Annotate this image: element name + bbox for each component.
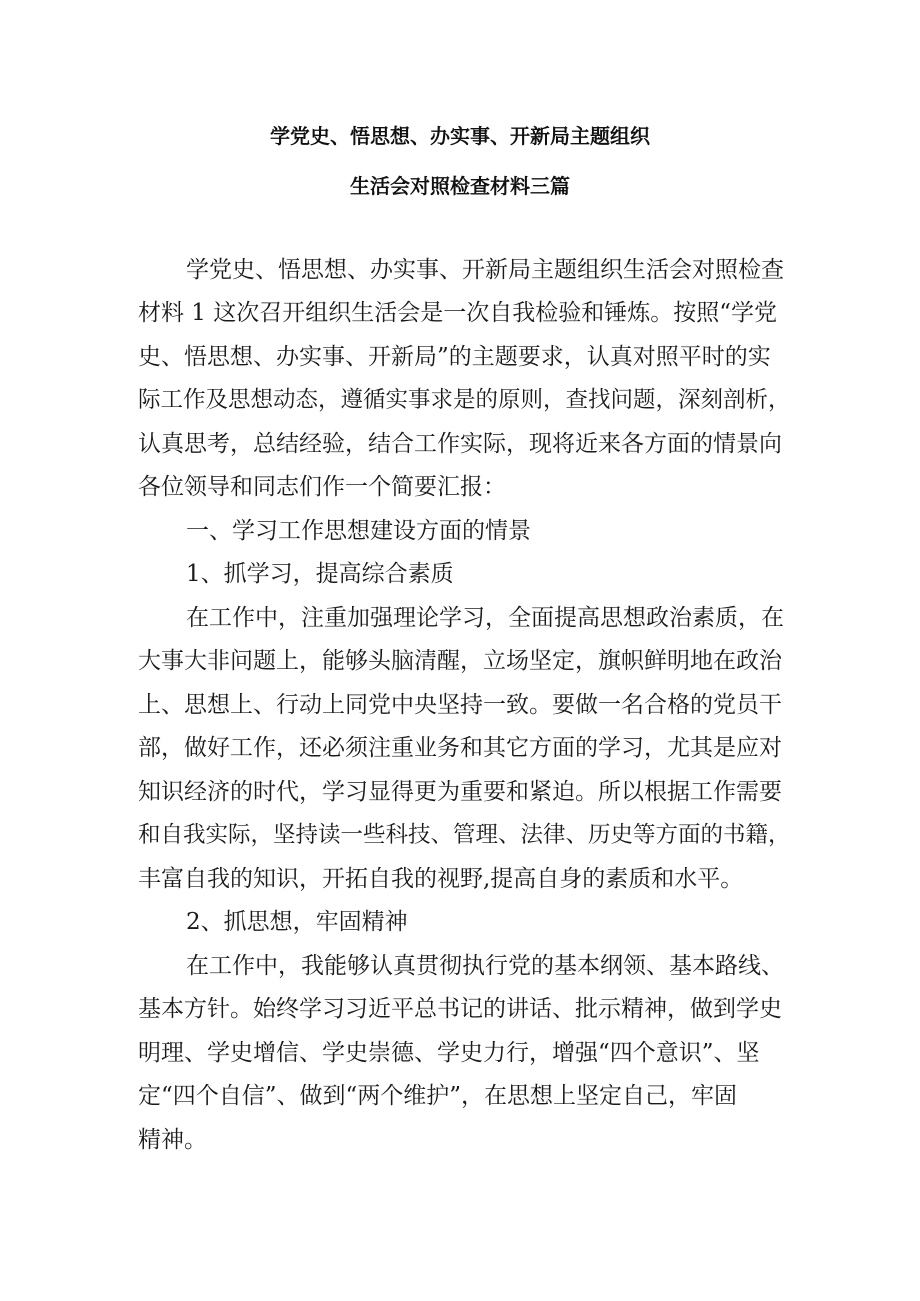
paragraph-line: 和自我实际，坚持读一些科技、管理、法律、历史等方面的书籍， <box>138 822 791 848</box>
paragraph-line: 丰富自我的知识，开拓自我的视野,提高自身的素质和水平。 <box>138 866 744 892</box>
paragraph-line: 史、悟思想、办实事、开新局”的主题要求，认真对照平时的实 <box>138 344 771 370</box>
document-title-line-1: 学党史、悟思想、办实事、开新局主题组织 <box>270 124 650 148</box>
paragraph-line: 大事大非问题上，能够头脑清醒，立场坚定，旗帜鲜明地在政治 <box>138 648 782 674</box>
paragraph-line: 精神。 <box>138 1127 207 1153</box>
paragraph-line: 明理、学史增信、学史崇德、学史力行，增强“四个意识”、坚 <box>138 1040 760 1066</box>
paragraph-line: 定“四个自信”、做到“两个维护”，在思想上坚定自己，牢固 <box>138 1083 738 1109</box>
paragraph-line: 知识经济的时代，学习显得更为重要和紧迫。所以根据工作需要 <box>138 779 782 805</box>
paragraph-line: 各位领导和同志们作一个简要汇报： <box>138 474 506 500</box>
paragraph-line: 上、思想上、行动上同党中央坚持一致。要做一名合格的党员干 <box>138 692 782 718</box>
paragraph-line: 际工作及思想动态，遵循实事求是的原则，查找问题，深刻剖析， <box>138 387 791 413</box>
paragraph-line: 学党史、悟思想、办实事、开新局主题组织生活会对照检查 <box>186 257 784 283</box>
paragraph-line: 认真思考，总结经验，结合工作实际，现将近来各方面的情景向 <box>138 431 782 457</box>
subsection-heading: 2、抓思想，牢固精神 <box>186 909 408 935</box>
subsection-heading: 1、抓学习，提高综合素质 <box>186 561 454 587</box>
section-heading: 一、学习工作思想建设方面的情景 <box>186 518 531 544</box>
paragraph-line: 在工作中，注重加强理论学习，全面提高思想政治素质，在 <box>186 605 784 631</box>
paragraph-line: 材料 1 这次召开组织生活会是一次自我检验和锤炼。按照“学党 <box>138 300 778 326</box>
document-title-line-2: 生活会对照检查材料三篇 <box>350 174 570 198</box>
paragraph-line: 部，做好工作，还必须注重业务和其它方面的学习，尤其是应对 <box>138 735 782 761</box>
paragraph-line: 在工作中，我能够认真贯彻执行党的基本纲领、基本路线、 <box>186 953 784 979</box>
paragraph-line: 基本方针。始终学习习近平总书记的讲话、批示精神，做到学史 <box>138 996 782 1022</box>
